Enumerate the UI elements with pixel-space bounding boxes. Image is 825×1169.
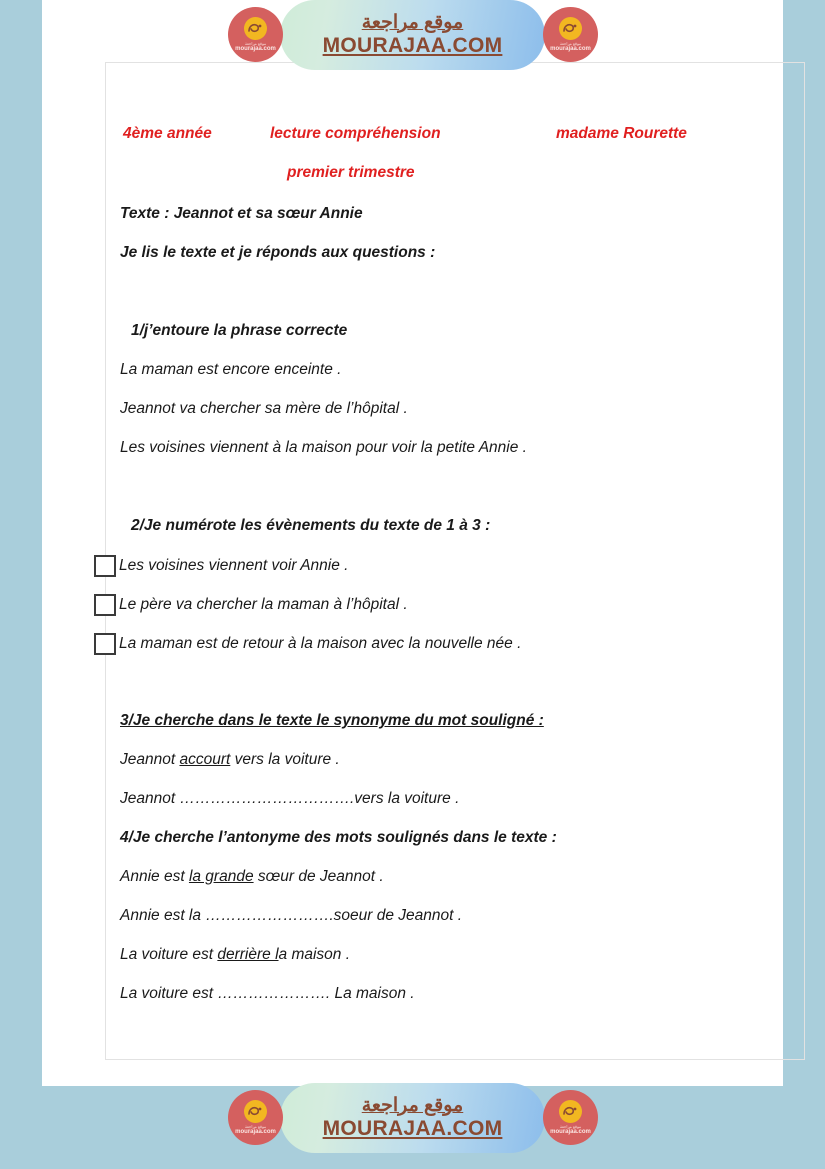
checkbox-q2-2[interactable]	[94, 594, 116, 616]
watermark-url-top[interactable]: MOURAJAA.COM	[322, 34, 503, 58]
watermark-logo-badge-bottom-right	[543, 1090, 598, 1145]
watermark-url-bottom[interactable]: MOURAJAA.COM	[322, 1117, 503, 1141]
q3-example-prefix: Jeannot	[120, 751, 180, 768]
badge-arabic-text: موقع مراجعة	[559, 40, 582, 46]
question-3-heading: 3/Je cherche dans le texte le synonyme du mot souligné :	[120, 712, 544, 729]
question-3-example	[120, 751, 340, 768]
badge-url-text: mourajaa.com	[235, 45, 276, 52]
text-title: Texte : Jeannot et sa sœur Annie	[120, 205, 363, 222]
q4-2-prefix: Annie est la	[120, 907, 206, 924]
q3-example-suffix: vers la voiture .	[230, 751, 340, 768]
q4-1-underlined-word: la grande	[188, 868, 254, 885]
question-2-heading: 2/Je numérote les évènements du texte de 1 à 3 :	[131, 517, 491, 534]
question-4-example-1	[120, 868, 384, 885]
watermark-pill-top[interactable]	[280, 0, 545, 70]
watermark-arabic-text-top: موقع مراجعة	[361, 11, 464, 33]
q4-4-suffix: La maison .	[330, 985, 415, 1002]
logo-coin-icon	[559, 1100, 582, 1123]
watermark-banner-bottom	[228, 1083, 598, 1153]
logo-coin-icon	[244, 1100, 267, 1123]
term-label: premier trimestre	[287, 164, 415, 181]
question-4-heading: 4/Je cherche l’antonyme des mots soulignés dans le texte :	[120, 829, 557, 846]
q4-1-suffix: sœur de Jeannot .	[253, 868, 384, 885]
badge-arabic-text: موقع مراجعة	[244, 40, 267, 46]
badge-url-text: mourajaa.com	[550, 1128, 591, 1135]
watermark-logo-badge-top-left	[228, 7, 283, 62]
question-2-item-1[interactable]	[94, 555, 348, 577]
question-4-answer-1[interactable]	[120, 907, 462, 924]
watermark-logo-badge-top-right	[543, 7, 598, 62]
question-1-option-3[interactable]: Les voisines viennent à la maison pour voir la petite Annie .	[120, 439, 527, 456]
question-4-example-2	[120, 946, 350, 963]
question-1-heading: 1/j’entoure la phrase correcte	[131, 322, 348, 339]
q4-3-suffix: a maison .	[278, 946, 351, 963]
badge-url-text: mourajaa.com	[235, 1128, 276, 1135]
logo-coin-icon	[244, 17, 267, 40]
q3-answer-prefix: Jeannot	[120, 790, 180, 807]
question-2-item-2[interactable]	[94, 594, 408, 616]
badge-url-text: mourajaa.com	[550, 45, 591, 52]
q4-2-dots[interactable]: …………………….	[205, 907, 334, 924]
watermark-banner-top	[228, 0, 598, 70]
watermark-arabic-text-bottom: موقع مراجعة	[361, 1094, 464, 1116]
question-3-answer-blank[interactable]	[120, 790, 459, 807]
question-2-item-1-label: Les voisines viennent voir Annie .	[119, 557, 349, 575]
checkbox-q2-1[interactable]	[94, 555, 116, 577]
question-1-option-1[interactable]: La maman est encore enceinte .	[120, 361, 342, 378]
reading-instruction: Je lis le texte et je réponds aux questions :	[120, 244, 436, 261]
q4-4-prefix: La voiture est	[120, 985, 218, 1002]
question-2-item-3[interactable]	[94, 633, 521, 655]
watermark-logo-badge-bottom-left	[228, 1090, 283, 1145]
subject-label: lecture compréhension	[270, 125, 441, 142]
q4-1-prefix: Annie est	[120, 868, 189, 885]
q4-3-prefix: La voiture est	[120, 946, 218, 963]
badge-arabic-text: موقع مراجعة	[559, 1123, 582, 1129]
question-1-option-2[interactable]: Jeannot va chercher sa mère de l’hôpital .	[120, 400, 408, 417]
q3-answer-dots[interactable]: …………………………….	[179, 790, 355, 807]
q4-3-underlined-word: derrière l	[217, 946, 279, 963]
q4-4-dots[interactable]: ………………….	[217, 985, 331, 1002]
question-2-item-3-label: La maman est de retour à la maison avec la nouvelle née .	[119, 635, 522, 653]
grade-label: 4ème année	[123, 125, 212, 142]
question-4-answer-2[interactable]	[120, 985, 415, 1002]
badge-arabic-text: موقع مراجعة	[244, 1123, 267, 1129]
logo-coin-icon	[559, 17, 582, 40]
watermark-pill-bottom[interactable]	[280, 1083, 545, 1153]
checkbox-q2-3[interactable]	[94, 633, 116, 655]
q3-answer-suffix: vers la voiture .	[354, 790, 460, 807]
q4-2-suffix: soeur de Jeannot .	[333, 907, 463, 924]
worksheet-content	[42, 62, 783, 1072]
question-2-item-2-label: Le père va chercher la maman à l’hôpital .	[119, 596, 408, 614]
q3-example-underlined-word: accourt	[179, 751, 231, 768]
teacher-label: madame Rourette	[556, 125, 687, 142]
